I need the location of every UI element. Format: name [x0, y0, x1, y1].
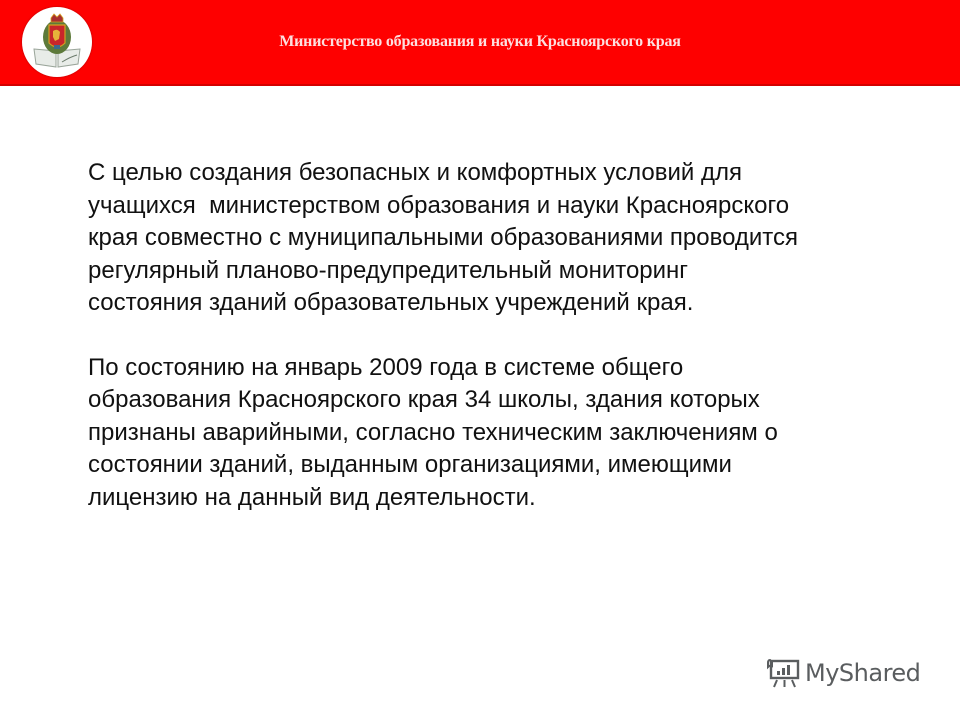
ministry-title: Министерство образования и науки Красноярского края [279, 33, 681, 50]
slide-header [0, 0, 960, 86]
text-line: состоянии зданий, выданным организациями, имеющими [88, 451, 732, 478]
text-line: регулярный планово-предупредительный мониторинг [88, 256, 689, 284]
myshared-watermark[interactable] [767, 657, 920, 689]
text-line: лицензию на данный вид деятельности. [88, 483, 536, 511]
paragraph-emergency-schools [88, 352, 908, 515]
text-line: края совместно с муниципальными образованиями проводится [88, 224, 799, 251]
text-line: По состоянию на январь 2009 года в системе общего [88, 353, 684, 381]
text-line: учащихся министерством образования и науки Красноярского [88, 191, 790, 219]
text-line: образования Красноярского края 34 школы, здания которых [88, 386, 760, 413]
slide-body [88, 157, 908, 514]
text-line: признаны аварийными, согласно техническим заключениям о [88, 418, 778, 446]
watermark-text: MyShared [805, 659, 921, 687]
text-line: С целью создания безопасных и комфортных условий для [88, 159, 742, 186]
presentation-board-icon [767, 657, 801, 689]
paragraph-monitoring [88, 157, 908, 320]
text-line: состояния зданий образовательных учреждений края. [88, 289, 694, 316]
